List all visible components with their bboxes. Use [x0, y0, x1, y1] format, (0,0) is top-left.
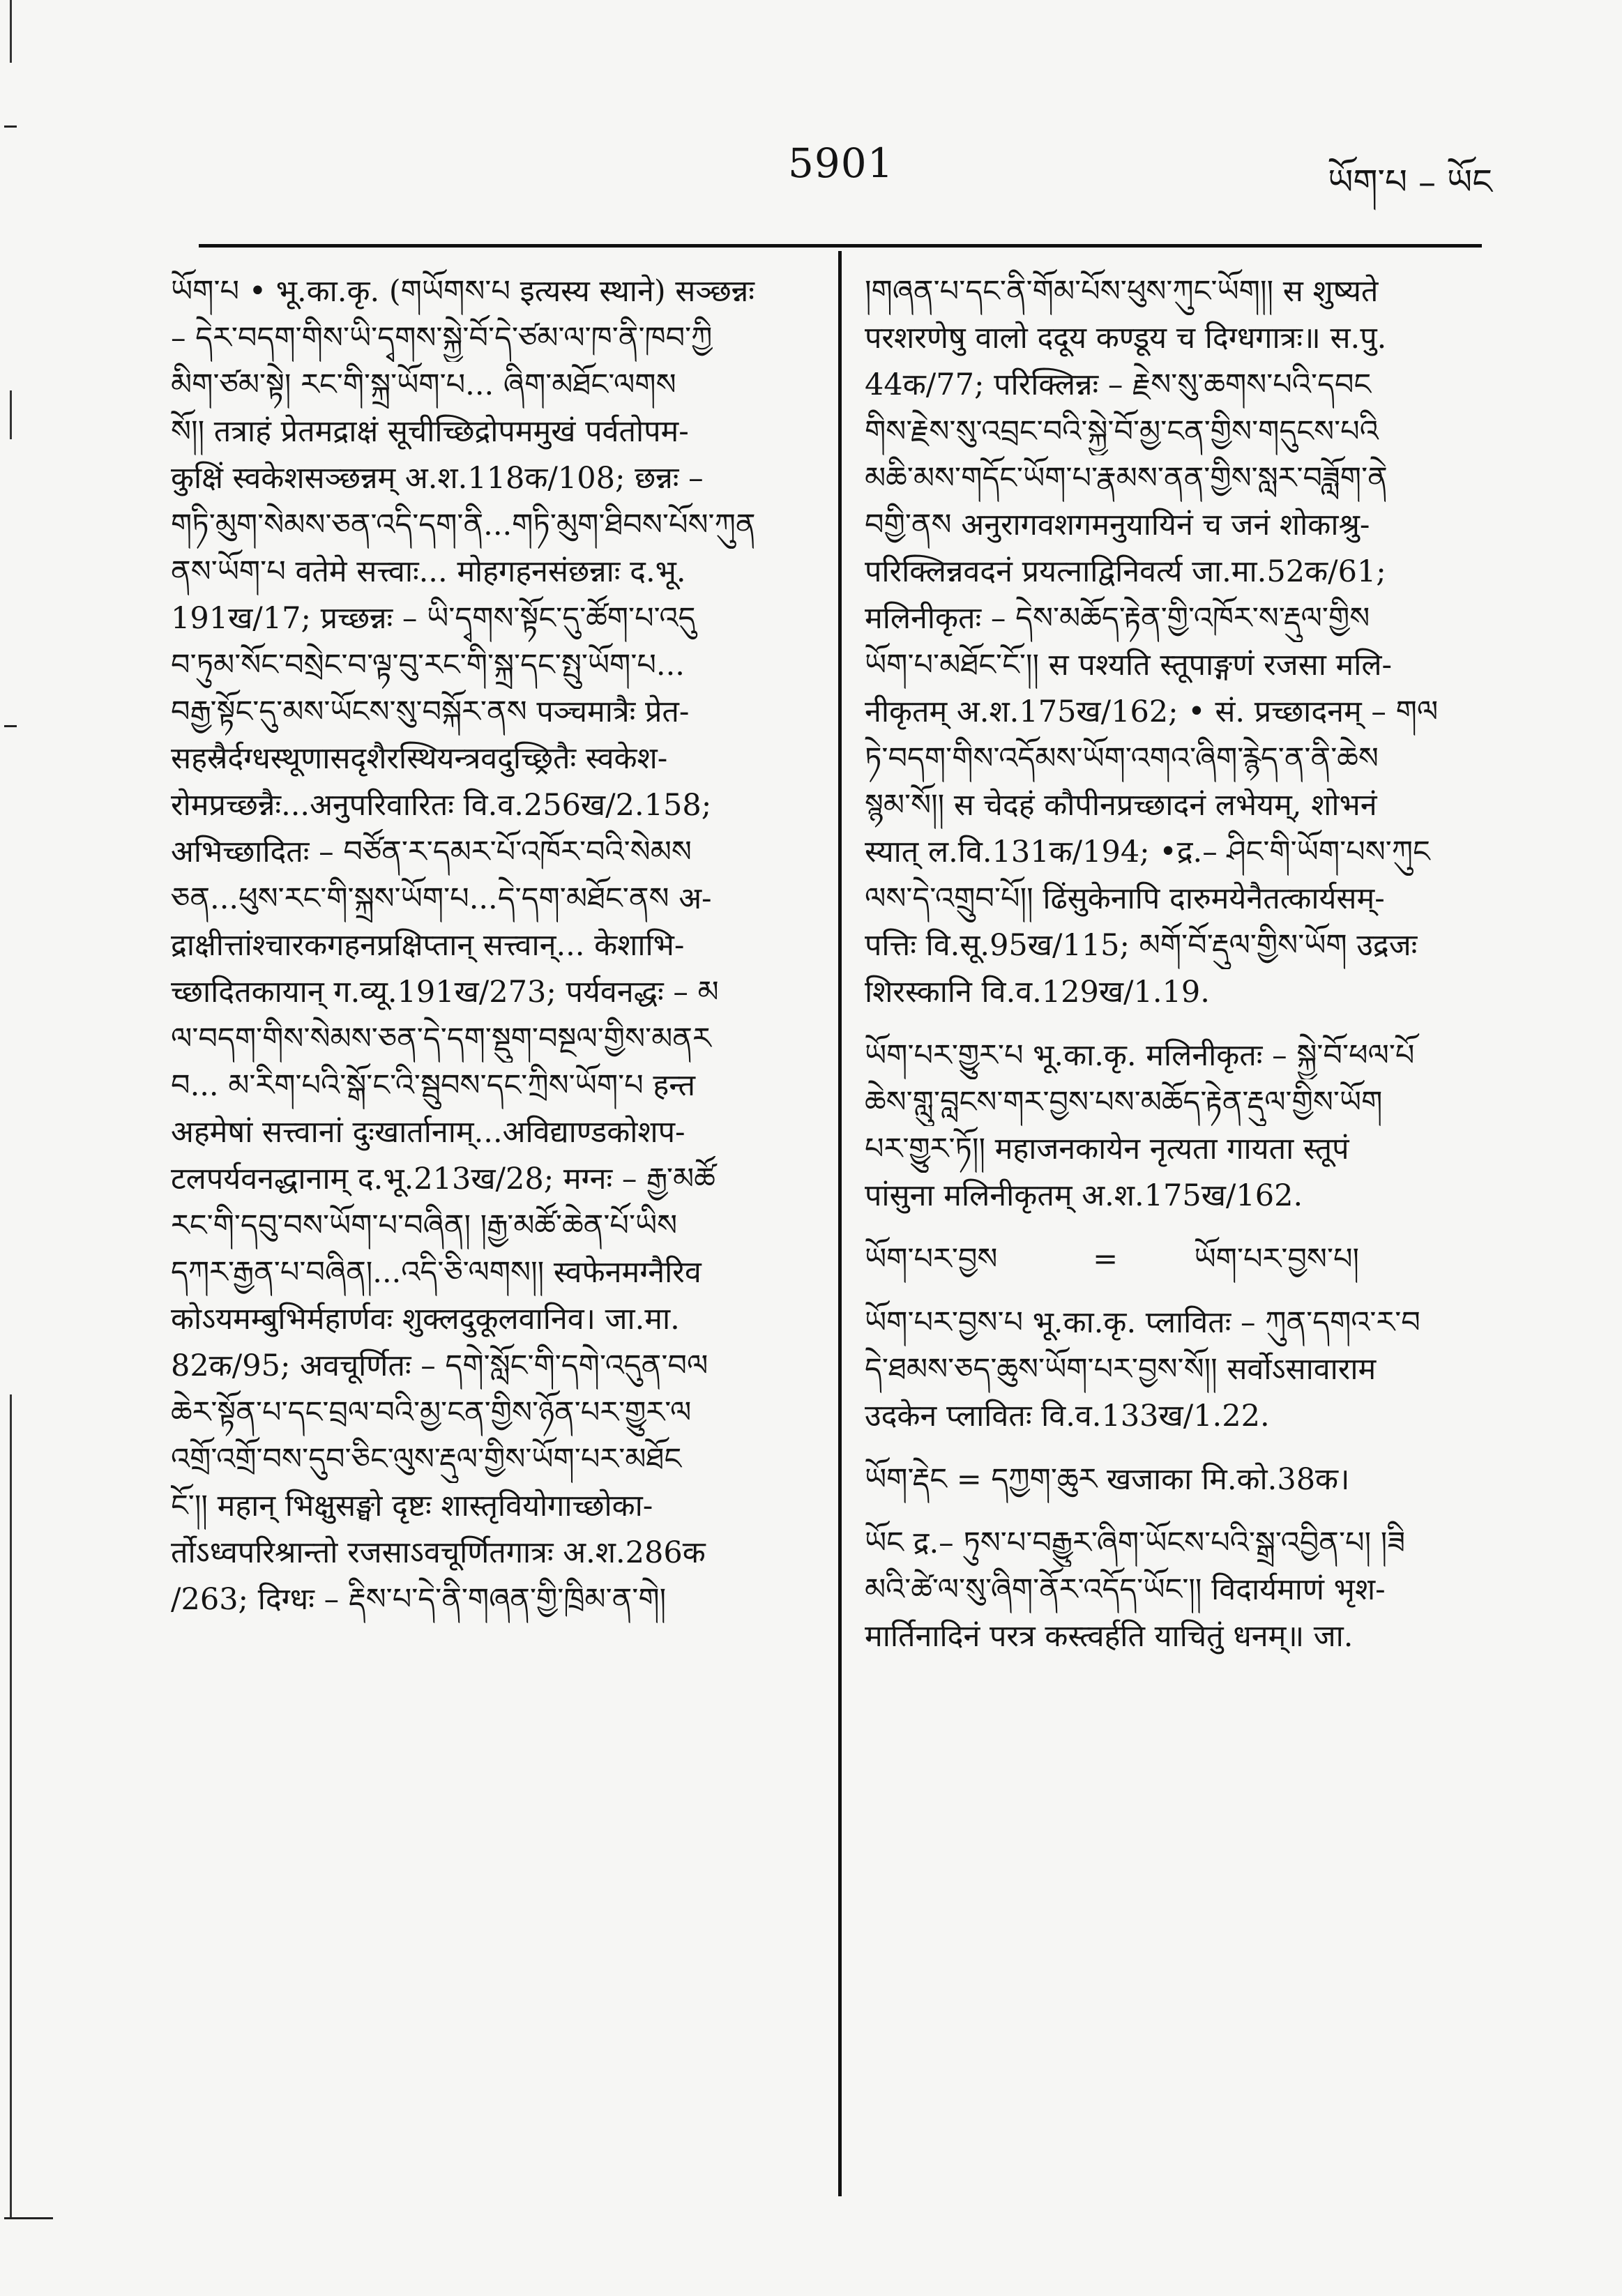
text-line: སོ།། तत्राहं प्रेतमद्राक्षं सूचीच्छिद्रोपममुखं पर्वतोपम- [171, 414, 689, 449]
text-line: མཆི་མས་གདོང་ཡོག་པ་རྣམས་ནན་གྱིས་སླར་བཟློག་ནེ [865, 461, 1388, 496]
text-line: परिक्लिन्नवदनं प्रयत्नाद्विनिवर्त्य जा.मा.52क/61; [865, 554, 1386, 589]
text-line: परशरणेषु वालो ददूय कण्डूय च दिग्धगात्रः॥ स.पु. [865, 321, 1387, 356]
text-line: ནས་ཡོག་པ वतेमे सत्त्वाः... मोहगहनसंछन्नाः द.भू. [171, 554, 686, 589]
text-line: पांसुना मलिनीकृतम् अ.श.175ख/162. [865, 1178, 1303, 1213]
text-line: ལ་བདག་གིས་སེམས་ཅན་དེ་དག་སྡུག་བསྔལ་གྱིས་མནར [171, 1021, 711, 1056]
text-line: च्छादितकायान् ग.व्यू.191ख/273; पर्यवनद्धः – མ [171, 975, 719, 1010]
text-line: འགྲོ་འགྲོ་བས་དུབ་ཅིང་ལུས་རྡུལ་གྱིས་ཡོག་པར་མཐོང [171, 1442, 682, 1477]
entry-gap [865, 1219, 1492, 1236]
text-line: ཡོང द्र.– ཏུས་པ་བརྒྱུར་ཞིག་ཡོངས་པའི་སྒྲ་འབྱིན་པ། །ཟི [865, 1526, 1406, 1560]
text-line: पत्तिः वि.सू.95ख/115; མགོ་བོ་རྡུལ་གྱིས་ཡོག उद्रजः [865, 928, 1418, 963]
text-line: ཅན...ཕུས་རང་གི་སྐྲས་ཡོག་པ...དེ་དག་མཐོང་ནས अ- [171, 881, 712, 916]
page-number: 5901 [788, 139, 894, 187]
text-line: कुक्षिं स्वकेशसञ्छन्नम् अ.श.118क/108; छन्नः – [171, 461, 704, 496]
text-line: ཡོག་པ་མཐོང་ངོ་།། स पश्यति स्तूपाङ्गणं रजसा मलि- [865, 648, 1393, 683]
text-line: ཆེར་སྟོན་པ་དང་བྲལ་བའི་མྱ་ངན་གྱིས་ཉོན་པར་གྱུར་ལ [171, 1395, 692, 1430]
text-line: रोमप्रच्छन्नैः...अनुपरिवारितः वि.व.256ख/2.158; [171, 788, 712, 823]
text-line: མིག་ཙམ་སྟེ། རང་གི་སྐྲ་ཡོག་པ... ཞིག་མཐོང་ལགས [171, 367, 676, 402]
text-line: གིས་རྗེས་སུ་འབྲང་བའི་སྐྱེ་བོ་མྱ་ངན་གྱིས་གདུངས་པའི [865, 414, 1379, 449]
text-line: པར་གྱུར་ཏོ།། महाजनकायेन नृत्यता गायता स्तूपं [865, 1132, 1349, 1166]
text-line: – དེར་བདག་གིས་ཡི་དྭགས་སྐྱེ་བོ་དེ་ཙམ་ལ་ཁ་ནི་ཁབ་ཀྱི [171, 321, 713, 356]
text-line: ངོ་།། महान् भिक्षुसङ्घो दृष्टः शास्तृवियोगाच्छोका- [171, 1489, 653, 1523]
text-line: 82क/95; अवचूर्णितः – དགེ་སློང་གི་དགེ་འདུན་བལ [171, 1348, 708, 1383]
text-line: अहमेषां सत्त्वानां दुःखार्तानाम्...अविद्याण्डकोशप- [171, 1115, 685, 1150]
text-line: 191ख/17; प्रच्छन्नः – ཡི་དྭགས་སྟོང་དུ་ཚོག་པ་འདུ [171, 601, 696, 636]
entry-gap [865, 1283, 1492, 1300]
text-line: དཀར་རྒྱན་པ་བཞིན།...འདི་ཅི་ལགས།། स्वफेनमग्नैरिव [171, 1255, 702, 1290]
right-column [865, 268, 1492, 1660]
text-line: सहस्रैर्दग्धस्थूणासदृशैरस्थियन्त्रवदुच्छ्रितैः स्वकेश- [171, 741, 668, 776]
entry-gap [865, 1016, 1492, 1033]
text-line: བ་ཏུམ་སོང་བསྲེང་བ་ལྟ་བུ་རང་གི་སྐྲ་དང་སྤུ་ཡོག་པ... [171, 648, 685, 683]
header-rule [199, 244, 1482, 248]
text-line: /263; दिग्धः – རྡིས་པ་དེ་ནི་གཞན་གྱི་ཁྲིམ་ན་གེ། [171, 1582, 667, 1617]
text-line: मार्तिनादिनं परत्र कस्त्वर्हति याचितुं धनम्॥ जा. [865, 1619, 1354, 1654]
text-line: द्राक्षीत्तांश्चारकगहनप्रक्षिप्तान् सत्त्वान्... केशाभि- [171, 928, 685, 963]
text-line: ཡོག་པར་བྱས་པ भू.का.कृ. प्लावितः – ཀུན་དགའ་ར་བ [865, 1305, 1420, 1340]
left-column [171, 268, 819, 1623]
text-line: ཏེ་བདག་གིས་འདོམས་ཡོག་འགའ་ཞིག་རྙེད་ན་ནི་ཆེས [865, 741, 1379, 776]
text-line: कोऽयमम्बुभिर्महार्णवः शुक्लदुकूलवानिव। जा.मा. [171, 1302, 680, 1337]
text-line: 44क/77; परिक्लिन्नः – རྗེས་སུ་ཆགས་པའི་དབང [865, 367, 1372, 402]
text-line: टलपर्यवनद्धानाम् द.भू.213ख/28; मग्नः – རྒྱ་མཚོ [171, 1162, 715, 1196]
entry-gap [865, 1503, 1492, 1520]
page-header [181, 139, 1492, 202]
text-line: བརྒྱ་སྟོང་དུ་མས་ཡོངས་སུ་བསྐོར་ནས पञ्चमात्रैः प्रेत- [171, 694, 690, 729]
text-line: བ... མ་རིག་པའི་སྒོ་ང་འི་སྦུབས་དང་ཀྲིས་ཡོག་པ हन्त [171, 1068, 695, 1103]
text-line: ལས་དེ་འགྲུབ་པོ།། ढिंसुकेनापि दारुमयेनैतत्कार्यसम्- [865, 881, 1385, 916]
text-line: བགྱི་ནས अनुरागवशगमनुयायिनं च जनं शोकाश्रु- [865, 508, 1370, 542]
column-divider [838, 251, 842, 2196]
text-line: शिरस्कानि वि.व.129ख/1.19. [865, 975, 1210, 1010]
text-line: र्तोऽध्वपरिश्रान्तो रजसाऽवचूर्णितगात्रः अ.श.286क [171, 1535, 706, 1570]
text-line: अभिच्छादितः – བཙོན་ར་དམར་པོ་འཁོར་བའི་སེམས [171, 835, 692, 869]
scan-edge-marks [0, 0, 18, 2296]
running-head: ཡོག་པ – ཡོང [1328, 162, 1492, 202]
text-line: གཏི་མུག་སེམས་ཅན་འདི་དག་ནི...གཏི་མུག་ཐིབས་པོས་ཀུན [171, 508, 756, 542]
text-line: नीकृतम् अ.श.175ख/162; • सं. प्रच्छादनम् – གལ [865, 694, 1439, 729]
text-line: उदकेन प्लावितः वि.व.133ख/1.22. [865, 1399, 1270, 1434]
text-line: ཡོག་པ • भू.का.कृ. (གཡོགས་པ इत्यस्य स्थाने) सञ्छन्नः [171, 274, 755, 309]
text-line: ཡོག་རྡེང = དཀྱག་ཆུར खजाका मि.को.38क। [865, 1462, 1350, 1497]
text-line: ཡོག་པར་གྱུར་པ भू.का.कृ. मलिनीकृतः – སྐྱེ་བོ་ཕལ་པོ [865, 1038, 1415, 1073]
text-line: མའི་ཚེ་ལ་སུ་ཞིག་ནོར་འདོད་ཡོང་།། विदार्यमाणं भृश- [865, 1572, 1386, 1607]
text-line: ཆེས་གླུ་བླངས་གར་བྱས་པས་མཆོད་རྟེན་རྡུལ་གྱིས་ཡོག [865, 1085, 1383, 1120]
text-line: སྙམ་སོ།། स चेदहं कौपीनप्रच्छादनं लभेयम्, शोभनं [865, 788, 1377, 823]
entry-gap [865, 1440, 1492, 1457]
text-line: རང་གི་དབུ་བས་ཡོག་པ་བཞིན། །རྒྱ་མཚོ་ཆེན་པོ་ཡིས [171, 1208, 678, 1243]
text-line: དེ་ཐམས་ཅད་ཆུས་ཡོག་པར་བྱས་སོ།། सर्वोऽसावाराम [865, 1352, 1377, 1387]
text-line: ཡོག་པར་བྱས = ཡོག་པར་བྱས་པ། [865, 1242, 1360, 1277]
text-line: मलिनीकृतः – དེས་མཆོད་རྟེན་གྱི་འཁོར་ས་རྡུལ་གྱིས [865, 601, 1370, 636]
text-line: स्यात् ल.वि.131क/194; •द्र.– ཤིང་གི་ཡོག་པས་ཀུང [865, 835, 1430, 869]
text-line: །གཞན་པ་དང་ནི་གོམ་པོས་ཕུས་ཀུང་ཡོག།། स शुष्यते [865, 274, 1379, 309]
